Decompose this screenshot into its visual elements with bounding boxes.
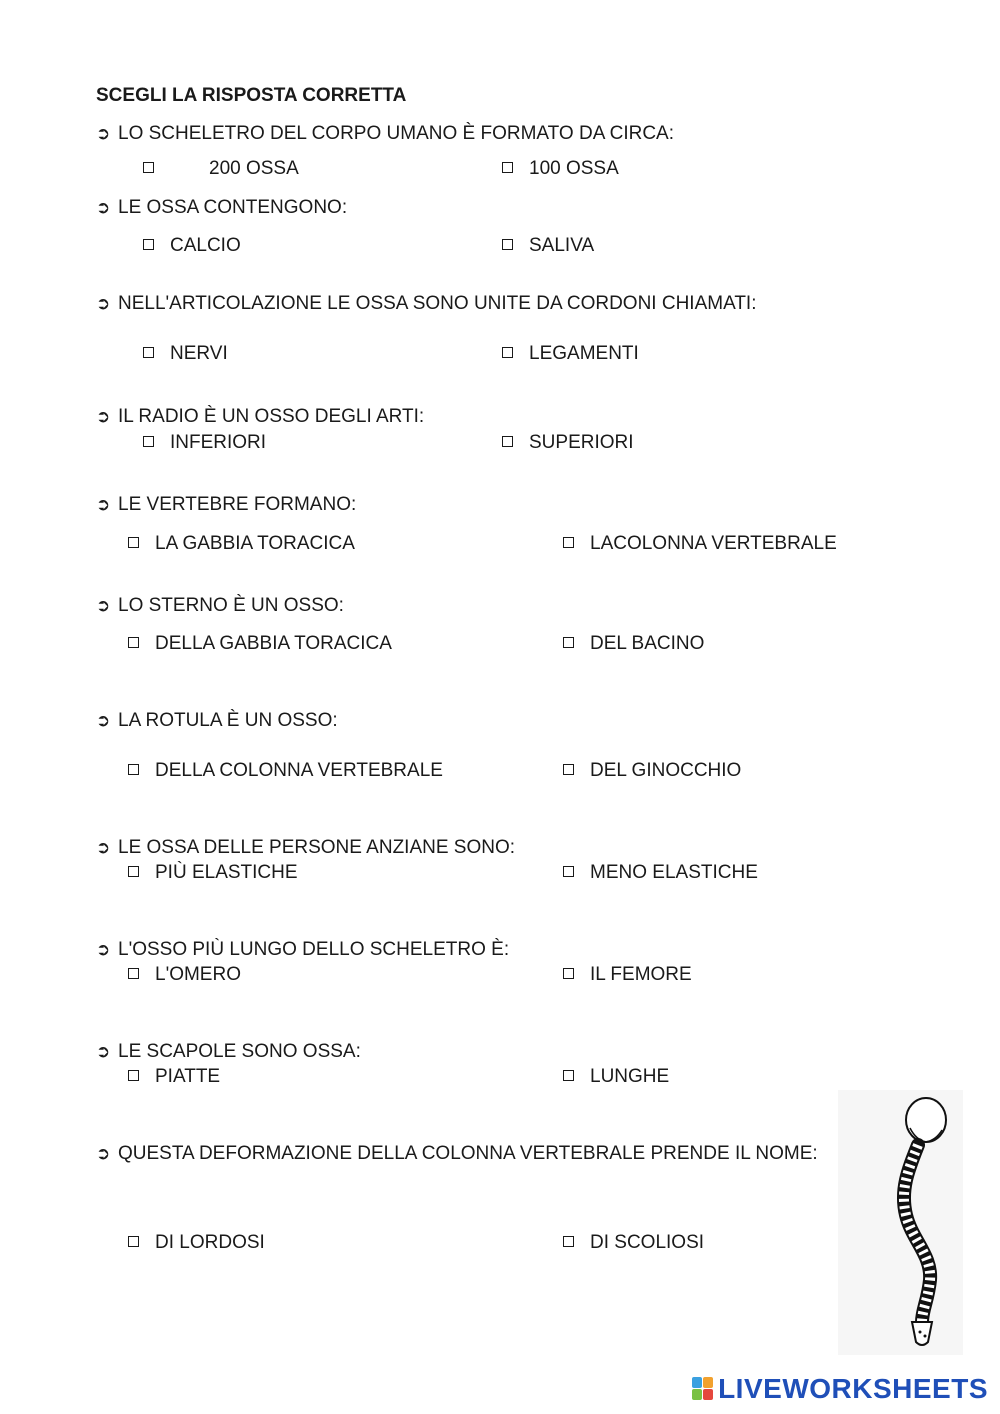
question-3: ➲ NELL'ARTICOLAZIONE LE OSSA SONO UNITE DA CORDONI CHIAMATI:: [96, 293, 757, 314]
arrow-icon: ➲: [96, 294, 111, 314]
option-q7-b[interactable]: DEL GINOCCHIO: [563, 760, 741, 782]
option-q1-b[interactable]: 100 OSSA: [502, 158, 619, 180]
option-q9-a[interactable]: L'OMERO: [128, 964, 241, 986]
option-q5-b[interactable]: LACOLONNA VERTEBRALE: [563, 533, 837, 555]
option-q6-b[interactable]: DEL BACINO: [563, 633, 704, 655]
checkbox[interactable]: [502, 162, 513, 173]
question-1: ➲ LO SCHELETRO DEL CORPO UMANO È FORMATO DA CIRCA:: [96, 123, 675, 144]
checkbox[interactable]: [128, 764, 139, 775]
arrow-icon: ➲: [96, 495, 111, 515]
checkbox[interactable]: [563, 968, 574, 979]
checkbox[interactable]: [143, 436, 154, 447]
checkbox[interactable]: [502, 436, 513, 447]
option-q8-a[interactable]: PIÙ ELASTICHE: [128, 862, 298, 884]
question-5: ➲ LE VERTEBRE FORMANO:: [96, 494, 357, 515]
question-10: ➲ LE SCAPOLE SONO OSSA:: [96, 1041, 361, 1062]
question-8: ➲ LE OSSA DELLE PERSONE ANZIANE SONO:: [96, 837, 516, 858]
checkbox[interactable]: [128, 866, 139, 877]
checkbox[interactable]: [128, 1070, 139, 1081]
checkbox[interactable]: [502, 347, 513, 358]
option-q2-a[interactable]: CALCIO: [143, 235, 241, 257]
option-q2-b[interactable]: SALIVA: [502, 235, 594, 257]
question-7: ➲ LA ROTULA È UN OSSO:: [96, 710, 338, 731]
checkbox[interactable]: [128, 637, 139, 648]
checkbox[interactable]: [563, 637, 574, 648]
checkbox[interactable]: [143, 347, 154, 358]
checkbox[interactable]: [563, 1070, 574, 1081]
liveworksheets-badge-icon: [692, 1376, 714, 1408]
checkbox[interactable]: [143, 162, 154, 173]
arrow-icon: ➲: [96, 407, 111, 427]
arrow-icon: ➲: [96, 596, 111, 616]
liveworksheets-logo: [692, 1373, 988, 1408]
option-q6-a[interactable]: DELLA GABBIA TORACICA: [128, 633, 392, 655]
arrow-icon: ➲: [96, 711, 111, 731]
question-6: ➲ LO STERNO È UN OSSO:: [96, 595, 344, 616]
checkbox[interactable]: [563, 866, 574, 877]
question-9: ➲ L'OSSO PIÙ LUNGO DELLO SCHELETRO È:: [96, 939, 510, 960]
checkbox[interactable]: [563, 537, 574, 548]
option-q11-a[interactable]: DI LORDOSI: [128, 1232, 265, 1254]
checkbox[interactable]: [143, 239, 154, 250]
checkbox[interactable]: [128, 537, 139, 548]
option-q1-a[interactable]: 200 OSSA: [143, 158, 299, 180]
arrow-icon: ➲: [96, 1144, 111, 1164]
arrow-icon: ➲: [96, 940, 111, 960]
checkbox[interactable]: [502, 239, 513, 250]
option-q4-a[interactable]: INFERIORI: [143, 432, 266, 454]
option-q3-a[interactable]: NERVI: [143, 343, 228, 365]
arrow-icon: ➲: [96, 198, 111, 218]
option-q10-a[interactable]: PIATTE: [128, 1066, 220, 1088]
arrow-icon: ➲: [96, 124, 111, 144]
option-q5-a[interactable]: LA GABBIA TORACICA: [128, 533, 355, 555]
scoliosis-spine-illustration: [838, 1090, 963, 1355]
checkbox[interactable]: [128, 968, 139, 979]
arrow-icon: ➲: [96, 838, 111, 858]
checkbox[interactable]: [563, 764, 574, 775]
checkbox[interactable]: [563, 1236, 574, 1247]
question-2: ➲ LE OSSA CONTENGONO:: [96, 197, 348, 218]
checkbox[interactable]: [128, 1236, 139, 1247]
question-11: ➲ QUESTA DEFORMAZIONE DELLA COLONNA VERTEBRALE PRENDE IL NOME:: [96, 1143, 818, 1164]
arrow-icon: ➲: [96, 1042, 111, 1062]
option-q8-b[interactable]: MENO ELASTICHE: [563, 862, 758, 884]
question-4: ➲ IL RADIO È UN OSSO DEGLI ARTI:: [96, 406, 425, 427]
option-q9-b[interactable]: IL FEMORE: [563, 964, 692, 986]
option-q3-b[interactable]: LEGAMENTI: [502, 343, 639, 365]
option-q10-b[interactable]: LUNGHE: [563, 1066, 669, 1088]
worksheet-title: SCEGLI LA RISPOSTA CORRETTA: [96, 85, 407, 106]
option-q4-b[interactable]: SUPERIORI: [502, 432, 634, 454]
option-q11-b[interactable]: DI SCOLIOSI: [563, 1232, 704, 1254]
option-q7-a[interactable]: DELLA COLONNA VERTEBRALE: [128, 760, 443, 782]
brand-text: LIVEWORKSHEETS: [718, 1373, 988, 1404]
